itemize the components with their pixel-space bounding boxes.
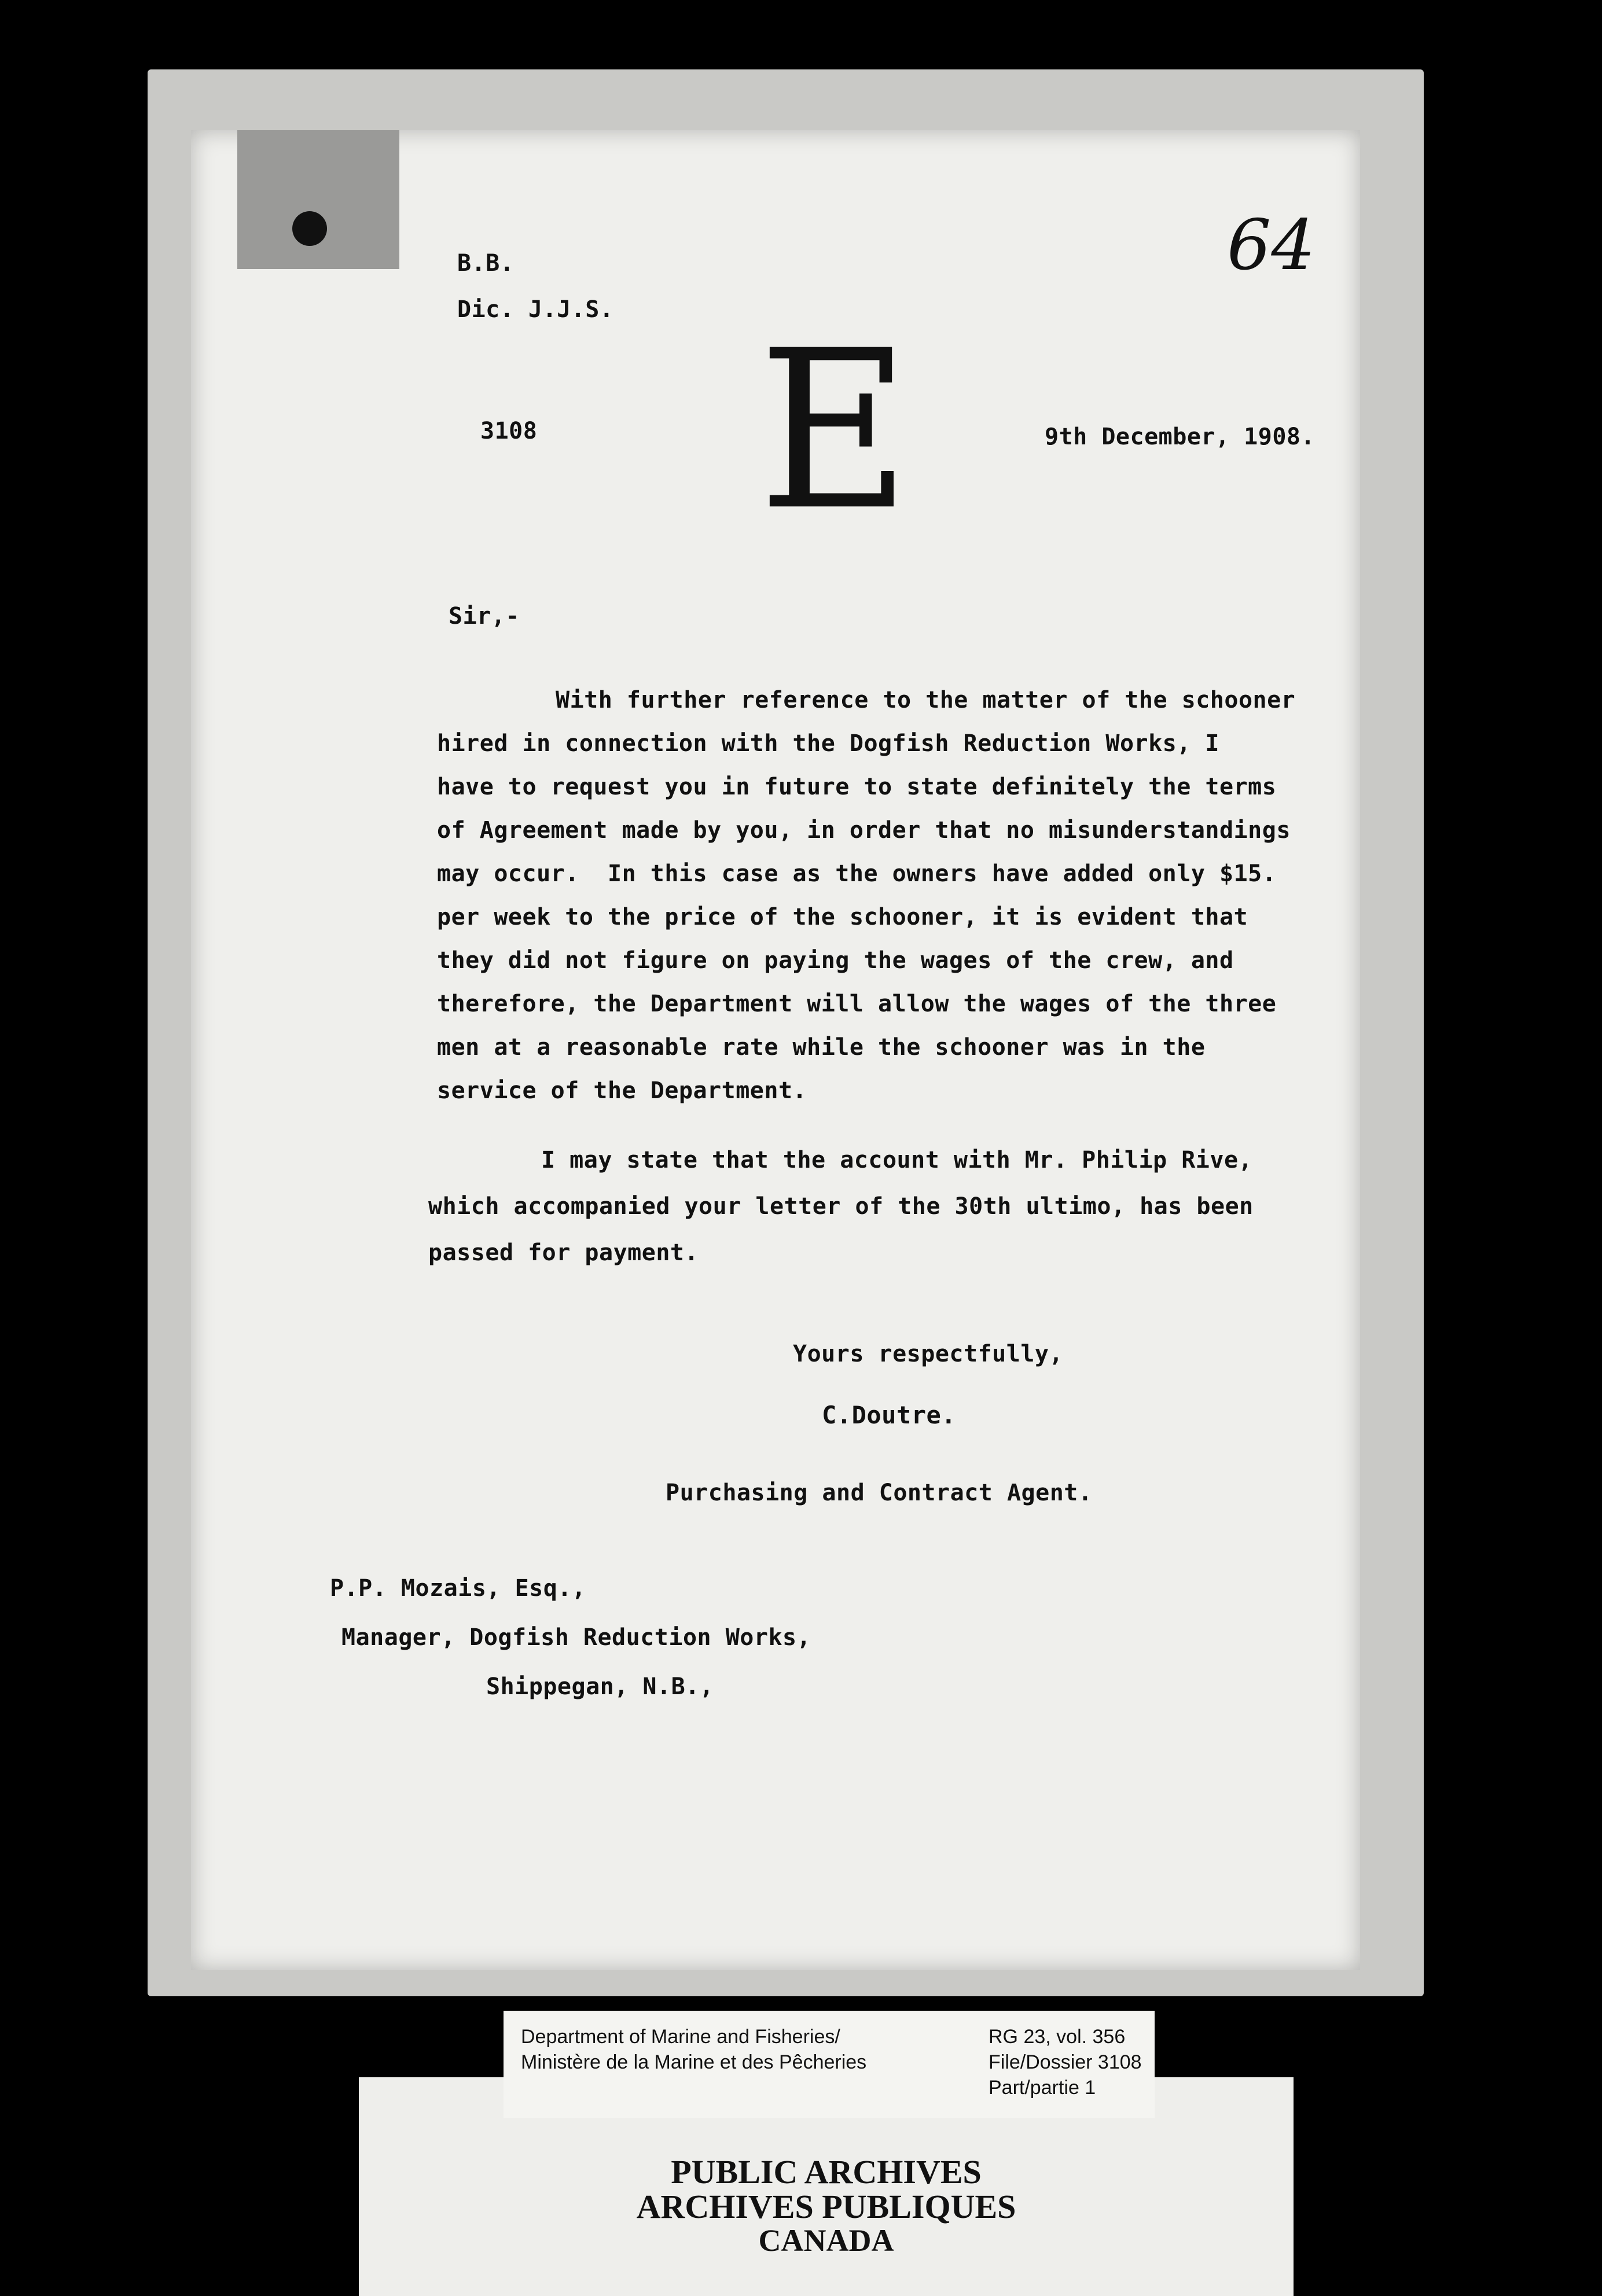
salutation: Sir,-: [449, 603, 520, 630]
body-line: therefore, the Department will allow the wages of the three: [437, 991, 1277, 1017]
body-line: may occur. In this case as the owners have added only $15.: [437, 860, 1277, 887]
letter-page: [191, 130, 1360, 1970]
body-line: hired in connection with the Dogfish Reduction Works, I: [437, 730, 1220, 757]
addressee-position: Manager, Dogfish Reduction Works,: [341, 1624, 811, 1651]
label-department-en: Department of Marine and Fisheries/: [521, 2026, 840, 2048]
body-line: passed for payment.: [428, 1239, 699, 1266]
addressee-name: P.P. Mozais, Esq.,: [330, 1575, 586, 1602]
body-line: With further reference to the matter of the schooner: [556, 687, 1296, 713]
body-line: of Agreement made by you, in order that no misunderstandings: [437, 817, 1291, 844]
file-number: 3108: [480, 418, 538, 444]
body-line: service of the Department.: [437, 1077, 807, 1104]
signature: C.Doutre.: [822, 1401, 957, 1429]
archive-label: [504, 2011, 1155, 2118]
letter-date: 9th December, 1908.: [1045, 424, 1316, 450]
body-line: have to request you in future to state definitely the terms: [437, 774, 1277, 800]
body-line: men at a reasonable rate while the schooner was in the: [437, 1034, 1206, 1061]
body-line: they did not figure on paying the wages of the crew, and: [437, 947, 1234, 974]
paper-tab: [237, 130, 399, 269]
initials: B.B.: [457, 250, 515, 277]
label-record-group: RG 23, vol. 356: [989, 2026, 1126, 2048]
handwritten-margin-mark: E: [758, 303, 910, 558]
label-department-fr: Ministère de la Marine et des Pêcheries: [521, 2051, 867, 2073]
body-line: per week to the price of the schooner, it is evident that: [437, 904, 1248, 930]
dictation-note: Dic. J.J.S.: [457, 296, 614, 323]
label-part: Part/partie 1: [989, 2077, 1096, 2099]
body-line: which accompanied your letter of the 30th ultimo, has been: [428, 1193, 1254, 1220]
addressee-place: Shippegan, N.B.,: [486, 1673, 714, 1700]
signatory-title: Purchasing and Contract Agent.: [666, 1480, 1093, 1506]
body-line: I may state that the account with Mr. Philip Rive,: [541, 1147, 1253, 1173]
closing: Yours respectfully,: [793, 1341, 1064, 1367]
label-file: File/Dossier 3108: [989, 2051, 1142, 2073]
stamp-line-3: CANADA: [758, 2223, 894, 2258]
stamp-line-1: PUBLIC ARCHIVES: [671, 2153, 982, 2191]
stamp-line-2: ARCHIVES PUBLIQUES: [636, 2188, 1016, 2225]
punch-hole: [292, 211, 327, 246]
handwritten-page-number: 64: [1227, 205, 1316, 286]
